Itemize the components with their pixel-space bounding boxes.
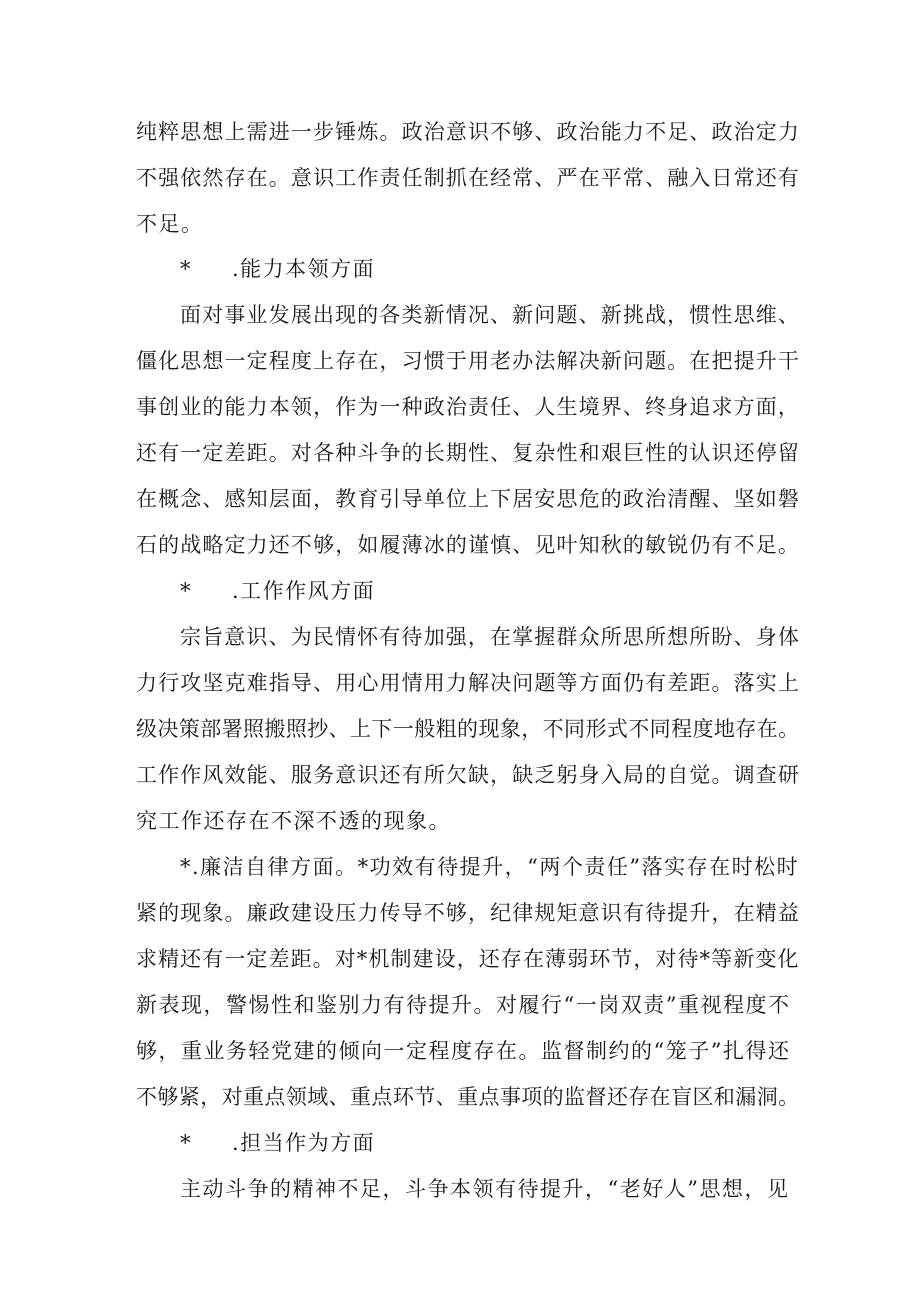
section-heading: .能力本领方面: [232, 257, 376, 281]
text-line: 求精还有一定差距。对*机制建设，还存在薄弱环节，对待*等新变化: [136, 947, 800, 971]
text-line: 紧的现象。廉政建设压力传导不够，纪律规矩意识有待提升，在精益: [136, 901, 800, 925]
text-line: 主动斗争的精神不足，斗争本领有待提升，“老好人”思想，见: [180, 1177, 790, 1201]
text-line: *.廉洁自律方面。*功效有待提升，“两个责任”落实存在时松时: [180, 855, 800, 879]
text-line: 宗旨意识、为民情怀有待加强，在掌握群众所思所想所盼、身体: [180, 625, 800, 649]
text-line: 面对事业发展出现的各类新情况、新问题、新挑战，惯性思维、: [180, 303, 800, 327]
section-heading: .担当作为方面: [232, 1131, 376, 1155]
text-line: 究工作还存在不深不透的现象。: [136, 809, 451, 833]
text-line: 工作作风效能、服务意识还有所欠缺，缺乏躬身入局的自觉。调查研: [136, 763, 800, 787]
text-line: 事创业的能力本领，作为一种政治责任、人生境界、终身追求方面，: [136, 395, 800, 419]
text-line: 够，重业务轻党建的倾向一定程度存在。监督制约的“笼子”扎得还: [136, 1039, 791, 1063]
text-line: 在概念、感知层面，教育引导单位上下居安思危的政治清醒、坚如磐: [136, 487, 800, 511]
text-line: 不足。: [136, 212, 204, 236]
text-line: 力行攻坚克难指导、用心用情用力解决问题等方面仍有差距。落实上: [136, 671, 800, 695]
text-line: 不够紧，对重点领域、重点环节、重点事项的监督还存在盲区和漏洞。: [136, 1085, 800, 1109]
text-line: 石的战略定力还不够，如履薄冰的谨慎、见叶知秋的敏锐仍有不足。: [136, 533, 800, 557]
section-marker: *: [180, 579, 191, 603]
section-marker: *: [180, 257, 191, 281]
text-line: 纯粹思想上需进一步锤炼。政治意识不够、政治能力不足、政治定力: [136, 120, 800, 144]
section-heading: .工作作风方面: [232, 579, 376, 603]
text-line: 级决策部署照搬照抄、上下一般粗的现象，不同形式不同程度地存在。: [136, 717, 800, 741]
section-marker: *: [180, 1131, 191, 1155]
text-line: 还有一定差距。对各种斗争的长期性、复杂性和艰巨性的认识还停留: [136, 441, 800, 465]
text-line: 僵化思想一定程度上存在，习惯于用老办法解决新问题。在把提升干: [136, 349, 800, 373]
text-line: 不强依然存在。意识工作责任制抓在经常、严在平常、融入日常还有: [136, 166, 800, 190]
text-line: 新表现，警惕性和鉴别力有待提升。对履行“一岗双责”重视程度不: [136, 993, 791, 1017]
